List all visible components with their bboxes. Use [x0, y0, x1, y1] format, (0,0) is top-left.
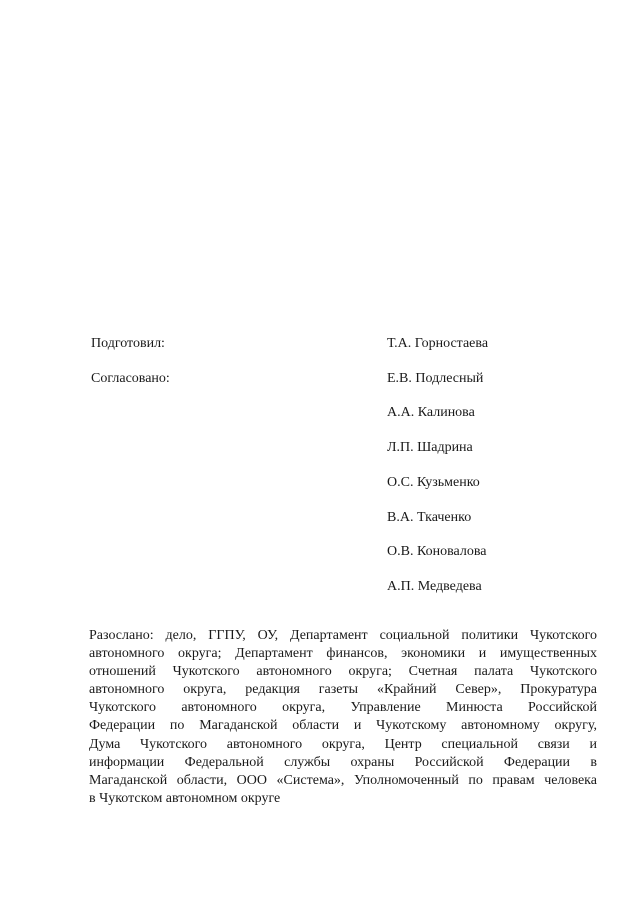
prepared-name: Т.А. Горностаева [387, 336, 489, 351]
distribution-list [89, 627, 597, 808]
agreed-name: В.А. Ткаченко [387, 510, 472, 525]
distribution-line: отношений Чукотского автономного округа; Счетная палата Чукотского [89, 664, 597, 680]
distribution-line: автономного округа; Департамент финансов, экономики и имущественных [89, 646, 597, 662]
agreed-name: Е.В. Подлесный [387, 371, 484, 386]
distribution-line: автономного округа, редакция газеты «Крайний Север», Прокуратура [89, 682, 597, 698]
distribution-line: информации Федеральной службы охраны Российской Федерации в [89, 754, 597, 770]
distribution-line: Магаданской области, ООО «Система», Уполномоченный по правам человека [89, 772, 597, 788]
distribution-line: в Чукотском автономном округе [89, 790, 281, 806]
distribution-line: Федерации по Магаданской области и Чукотскому автономному округу, [89, 718, 597, 734]
agreed-label: Согласовано: [91, 371, 170, 386]
agreed-name: Л.П. Шадрина [387, 440, 473, 455]
agreed-name: О.С. Кузьменко [387, 475, 480, 490]
distribution-line: Разослано: дело, ГГПУ, ОУ, Департамент социальной политики Чукотского [89, 628, 597, 643]
agreed-name: А.А. Калинова [387, 405, 475, 420]
prepared-label: Подготовил: [91, 336, 165, 351]
agreed-name: О.В. Коновалова [387, 544, 487, 559]
agreed-name: А.П. Медведева [387, 579, 482, 594]
distribution-line: Дума Чукотского автономного округа, Центр специальной связи и [89, 736, 597, 752]
distribution-line: Чукотского автономного округа, Управление Минюста Российской [89, 700, 597, 716]
